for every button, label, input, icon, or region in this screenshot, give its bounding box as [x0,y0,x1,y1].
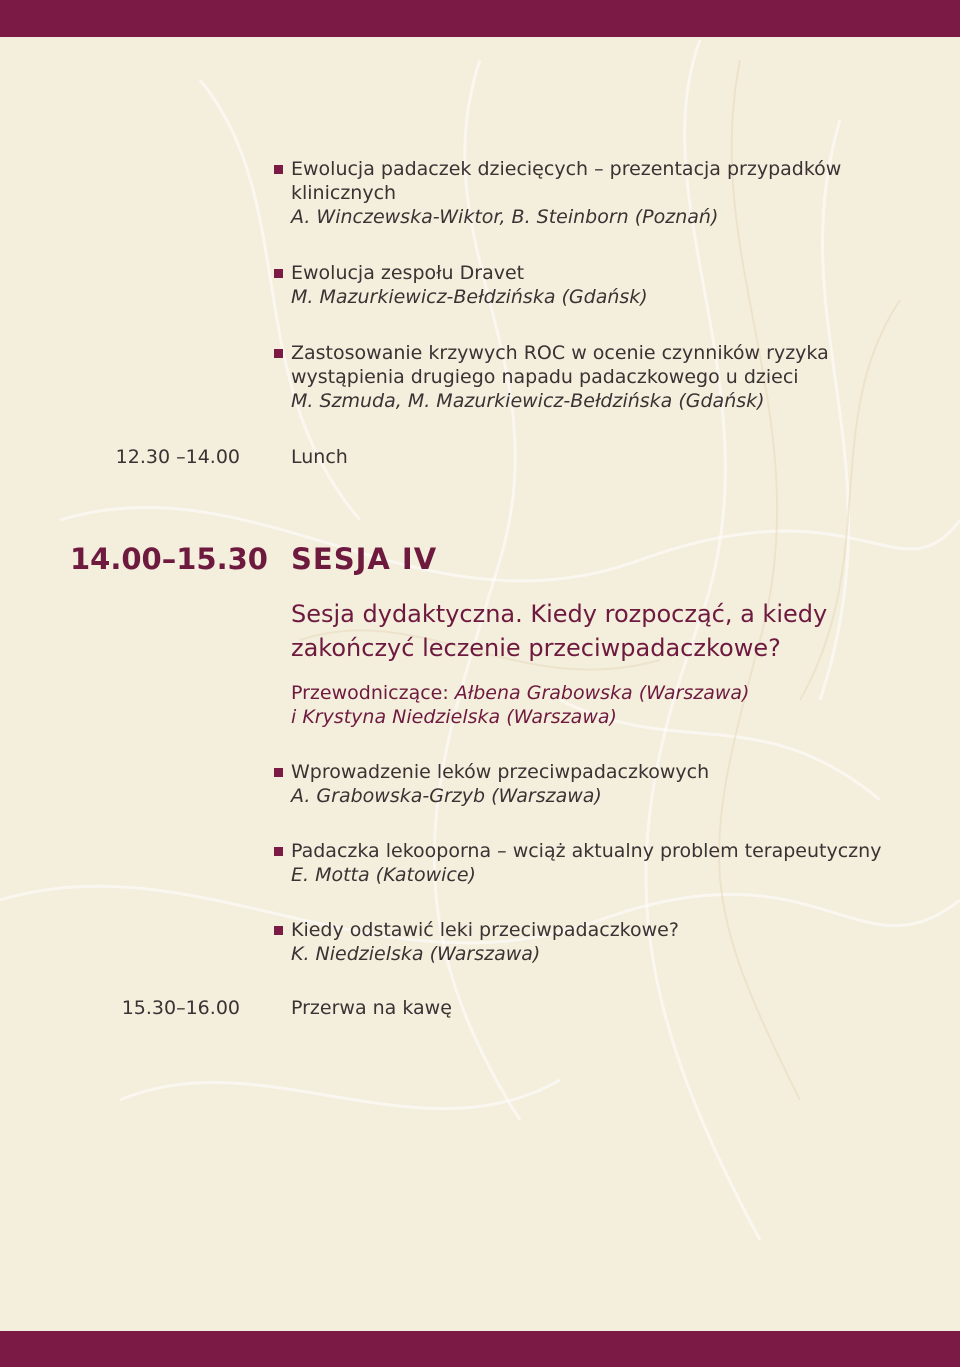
item-authors: A. Winczewska-Wiktor, B. Steinborn (Poznań) [291,206,719,228]
program-item [291,261,891,309]
program-item [291,341,851,413]
square-bullet-icon [274,165,283,174]
square-bullet-icon [274,349,283,358]
coffee-label: Przerwa na kawę [291,997,452,1019]
item-title: Zastosowanie krzywych ROC w ocenie czynników ryzyka wystąpienia drugiego napadu padaczkowego u dzieci [291,342,829,388]
item-title: Padaczka lekooporna – wciąż aktualny problem terapeutyczny [291,840,882,862]
lunch-label: Lunch [291,446,348,468]
session-time: 14.00–15.30 [70,542,268,576]
program-item [291,839,931,887]
item-title: Kiedy odstawić leki przeciwpadaczkowe? [291,919,679,941]
square-bullet-icon [274,768,283,777]
lunch-time: 12.30 –14.00 [115,446,240,468]
square-bullet-icon [274,269,283,278]
program-item [291,157,891,229]
item-title: Ewolucja padaczek dziecięcych – prezentacja przypadków klinicznych [291,158,842,204]
chairs-names-line2: i Krystyna Niedzielska (Warszawa) [291,706,617,728]
square-bullet-icon [274,847,283,856]
chairs-label: Przewodniczące: [291,682,449,704]
session-title: SESJA IV [291,542,438,576]
session-chairs [291,681,911,729]
session-subtitle: Sesja dydaktyczna. Kiedy rozpocząć, a kiedy zakończyć leczenie przeciwpadaczkowe? [291,600,828,662]
square-bullet-icon [274,926,283,935]
coffee-time: 15.30–16.00 [121,997,240,1019]
item-authors: M. Szmuda, M. Mazurkiewicz-Bełdzińska (Gdańsk) [291,390,765,412]
item-title: Ewolucja zespołu Dravet [291,262,525,284]
item-title: Wprowadzenie leków przeciwpadaczkowych [291,761,710,783]
program-item [291,918,891,966]
item-authors: M. Mazurkiewicz-Bełdzińska (Gdańsk) [291,286,648,308]
item-authors: A. Grabowska-Grzyb (Warszawa) [291,785,602,807]
item-authors: K. Niedzielska (Warszawa) [291,943,541,965]
item-authors: E. Motta (Katowice) [291,864,476,886]
program-item [291,760,891,808]
chairs-names-line1: Ałbena Grabowska (Warszawa) [454,682,750,704]
